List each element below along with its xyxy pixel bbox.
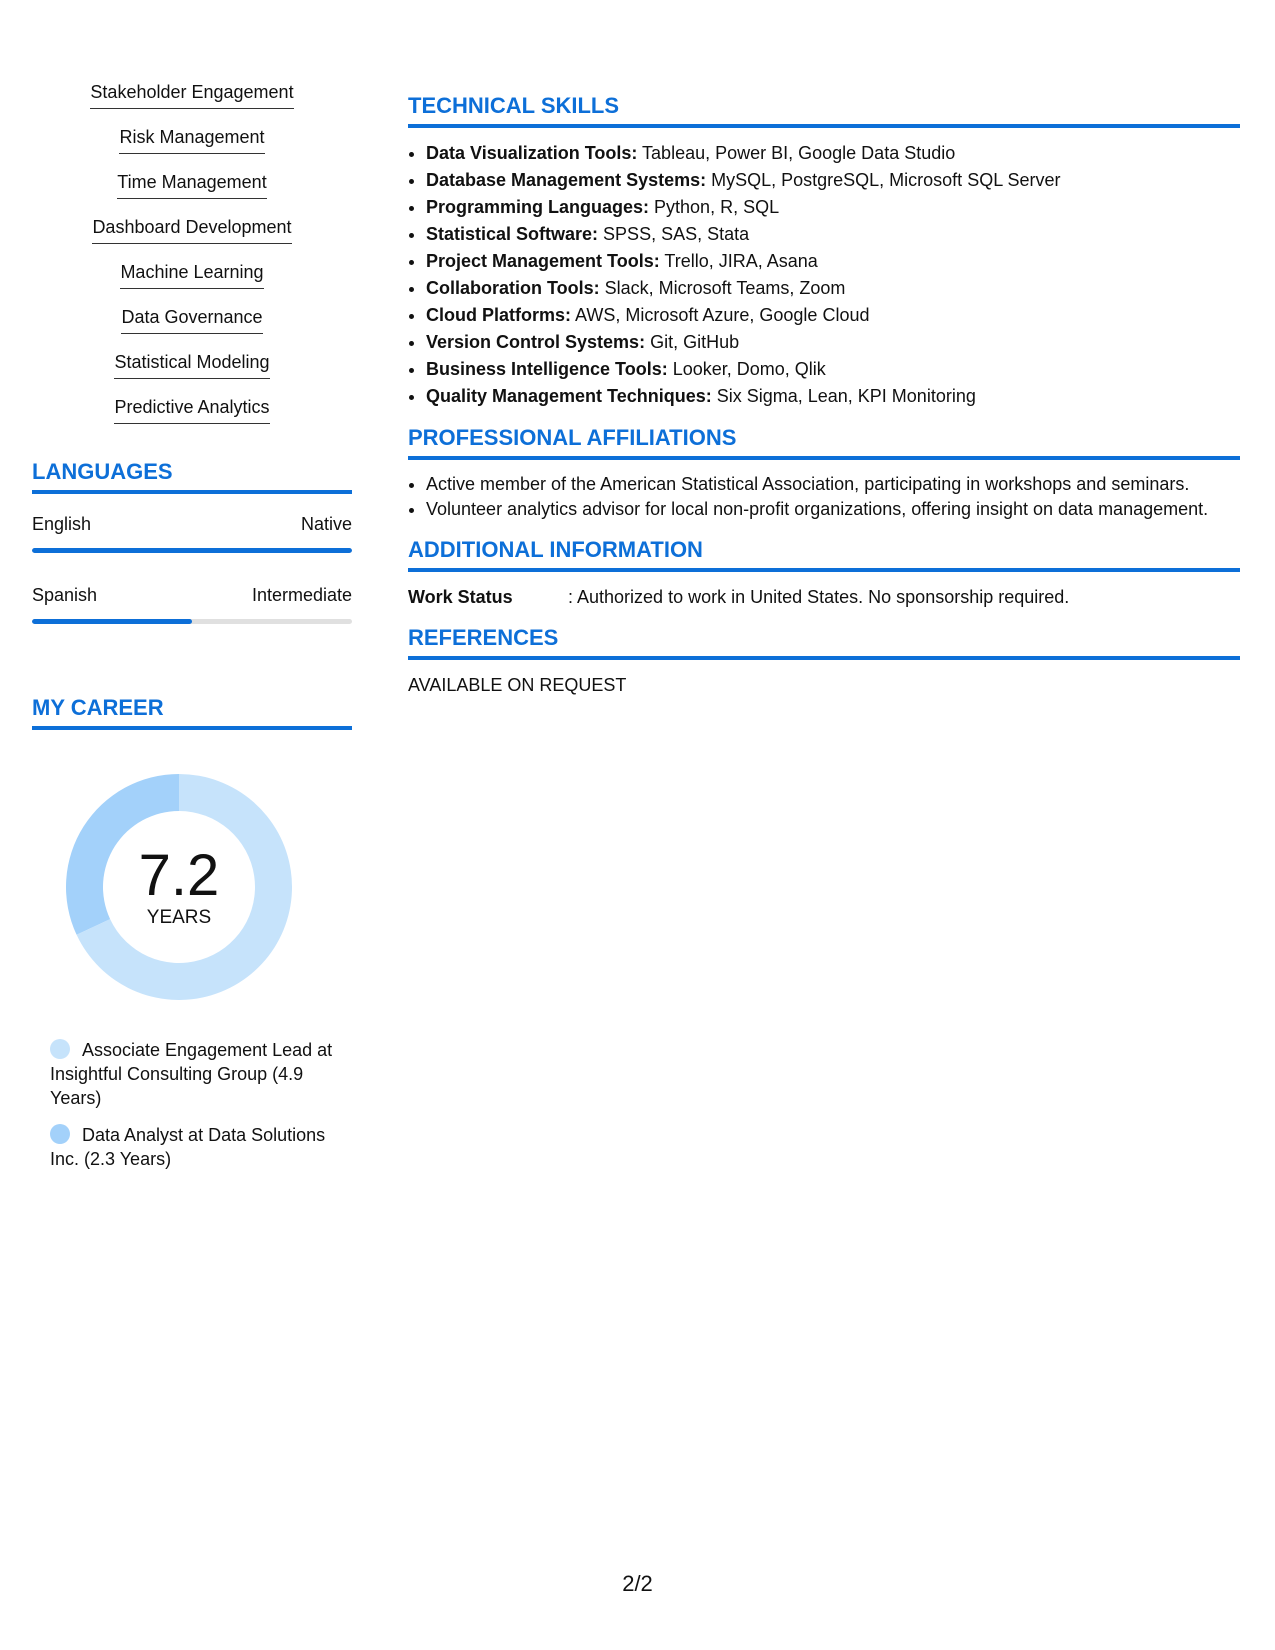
references-section [408, 624, 1240, 698]
references-title: REFERENCES [408, 624, 1240, 660]
list-item [32, 80, 352, 111]
skill-values: Tableau, Power BI, Google Data Studio [637, 143, 956, 163]
language-bar-fill [32, 619, 192, 624]
work-status-value: : Authorized to work in United States. No sponsorship required. [568, 587, 1070, 607]
technical-skills-title: TECHNICAL SKILLS [408, 92, 1240, 128]
legend-label: Associate Engagement Lead at Insightful Consulting Group (4.9 Years) [50, 1040, 333, 1108]
skill-tag: Machine Learning [120, 260, 263, 289]
sidebar [32, 80, 352, 1184]
list-item [426, 248, 1240, 275]
affiliations-list [408, 472, 1240, 522]
career-legend [50, 1038, 340, 1171]
language-row [32, 512, 352, 553]
references-text: AVAILABLE ON REQUEST [408, 675, 627, 695]
language-name: Spanish [32, 585, 98, 605]
list-item [426, 167, 1240, 194]
list-item [426, 275, 1240, 302]
list-item [426, 356, 1240, 383]
language-bar [32, 548, 352, 553]
work-status-row [408, 584, 1240, 610]
skill-values: Six Sigma, Lean, KPI Monitoring [711, 386, 976, 406]
skill-values: AWS, Microsoft Azure, Google Cloud [571, 305, 870, 325]
skill-values: Slack, Microsoft Teams, Zoom [599, 278, 846, 298]
skill-tag: Stakeholder Engagement [90, 80, 293, 109]
technical-skills-list [408, 140, 1240, 410]
skill-category: Programming Languages: [426, 197, 650, 217]
skill-tag: Statistical Modeling [114, 350, 269, 379]
list-item [32, 215, 352, 246]
language-name: English [32, 514, 92, 534]
work-status-label: Work Status [408, 587, 513, 607]
additional-info-section [408, 536, 1240, 610]
skill-tag: Dashboard Development [92, 215, 291, 244]
additional-info-title: ADDITIONAL INFORMATION [408, 536, 1240, 572]
list-item [426, 302, 1240, 329]
skill-category: Version Control Systems: [426, 332, 646, 352]
skill-values: SPSS, SAS, Stata [598, 224, 750, 244]
list-item [426, 194, 1240, 221]
technical-skills-section [408, 92, 1240, 410]
list-item [32, 350, 352, 381]
list-item [426, 221, 1240, 248]
skill-values: Python, R, SQL [649, 197, 780, 217]
languages-section [32, 458, 352, 624]
affiliations-title: PROFESSIONAL AFFILIATIONS [408, 424, 1240, 460]
skill-category: Database Management Systems: [426, 170, 707, 190]
legend-item [50, 1123, 340, 1171]
skill-category: Quality Management Techniques: [426, 386, 712, 406]
career-title: MY CAREER [32, 694, 352, 730]
language-row [32, 583, 352, 624]
list-item: • Volunteer analytics advisor for local non-profit organizations, offering insight on data management. [426, 497, 1240, 522]
skill-values: Git, GitHub [645, 332, 740, 352]
language-level: Intermediate [251, 585, 352, 605]
skill-category: Collaboration Tools: [426, 278, 600, 298]
career-donut [66, 774, 292, 1000]
skill-values: Trello, JIRA, Asana [659, 251, 818, 271]
list-item [32, 395, 352, 426]
main-content [408, 92, 1240, 712]
legend-dot-icon [50, 1124, 70, 1144]
skill-category: Project Management Tools: [426, 251, 660, 271]
skill-tag: Predictive Analytics [114, 395, 269, 424]
list-item [32, 170, 352, 201]
list-item [426, 140, 1240, 167]
list-item [426, 383, 1240, 410]
legend-label: Data Analyst at Data Solutions Inc. (2.3 Years) [50, 1125, 326, 1169]
skill-category: Business Intelligence Tools: [426, 359, 668, 379]
language-bar [32, 619, 352, 624]
language-level: Native [300, 514, 352, 534]
page-number: 2/2 [622, 1571, 653, 1596]
skill-tag: Risk Management [119, 125, 264, 154]
skill-values: MySQL, PostgreSQL, Microsoft SQL Server [706, 170, 1061, 190]
skill-tag: Data Governance [121, 305, 262, 334]
legend-dot-icon [50, 1039, 70, 1059]
career-total-unit: YEARS [146, 907, 212, 928]
skill-category: Statistical Software: [426, 224, 599, 244]
list-item: • Active member of the American Statistical Association, participating in workshops and seminars. [426, 472, 1240, 497]
list-item [32, 260, 352, 291]
languages-title: LANGUAGES [32, 458, 352, 494]
list-item [32, 305, 352, 336]
language-bar-fill [32, 548, 352, 553]
affiliations-section [408, 424, 1240, 522]
skill-values: Looker, Domo, Qlik [667, 359, 826, 379]
career-section [32, 694, 352, 1171]
legend-item [50, 1038, 340, 1110]
skills-list [32, 80, 352, 426]
list-item [426, 329, 1240, 356]
list-item [32, 125, 352, 156]
skill-category: Data Visualization Tools: [426, 143, 638, 163]
skill-category: Cloud Platforms: [426, 305, 572, 325]
skill-tag: Time Management [117, 170, 266, 199]
career-total-value: 7.2 [138, 843, 220, 908]
